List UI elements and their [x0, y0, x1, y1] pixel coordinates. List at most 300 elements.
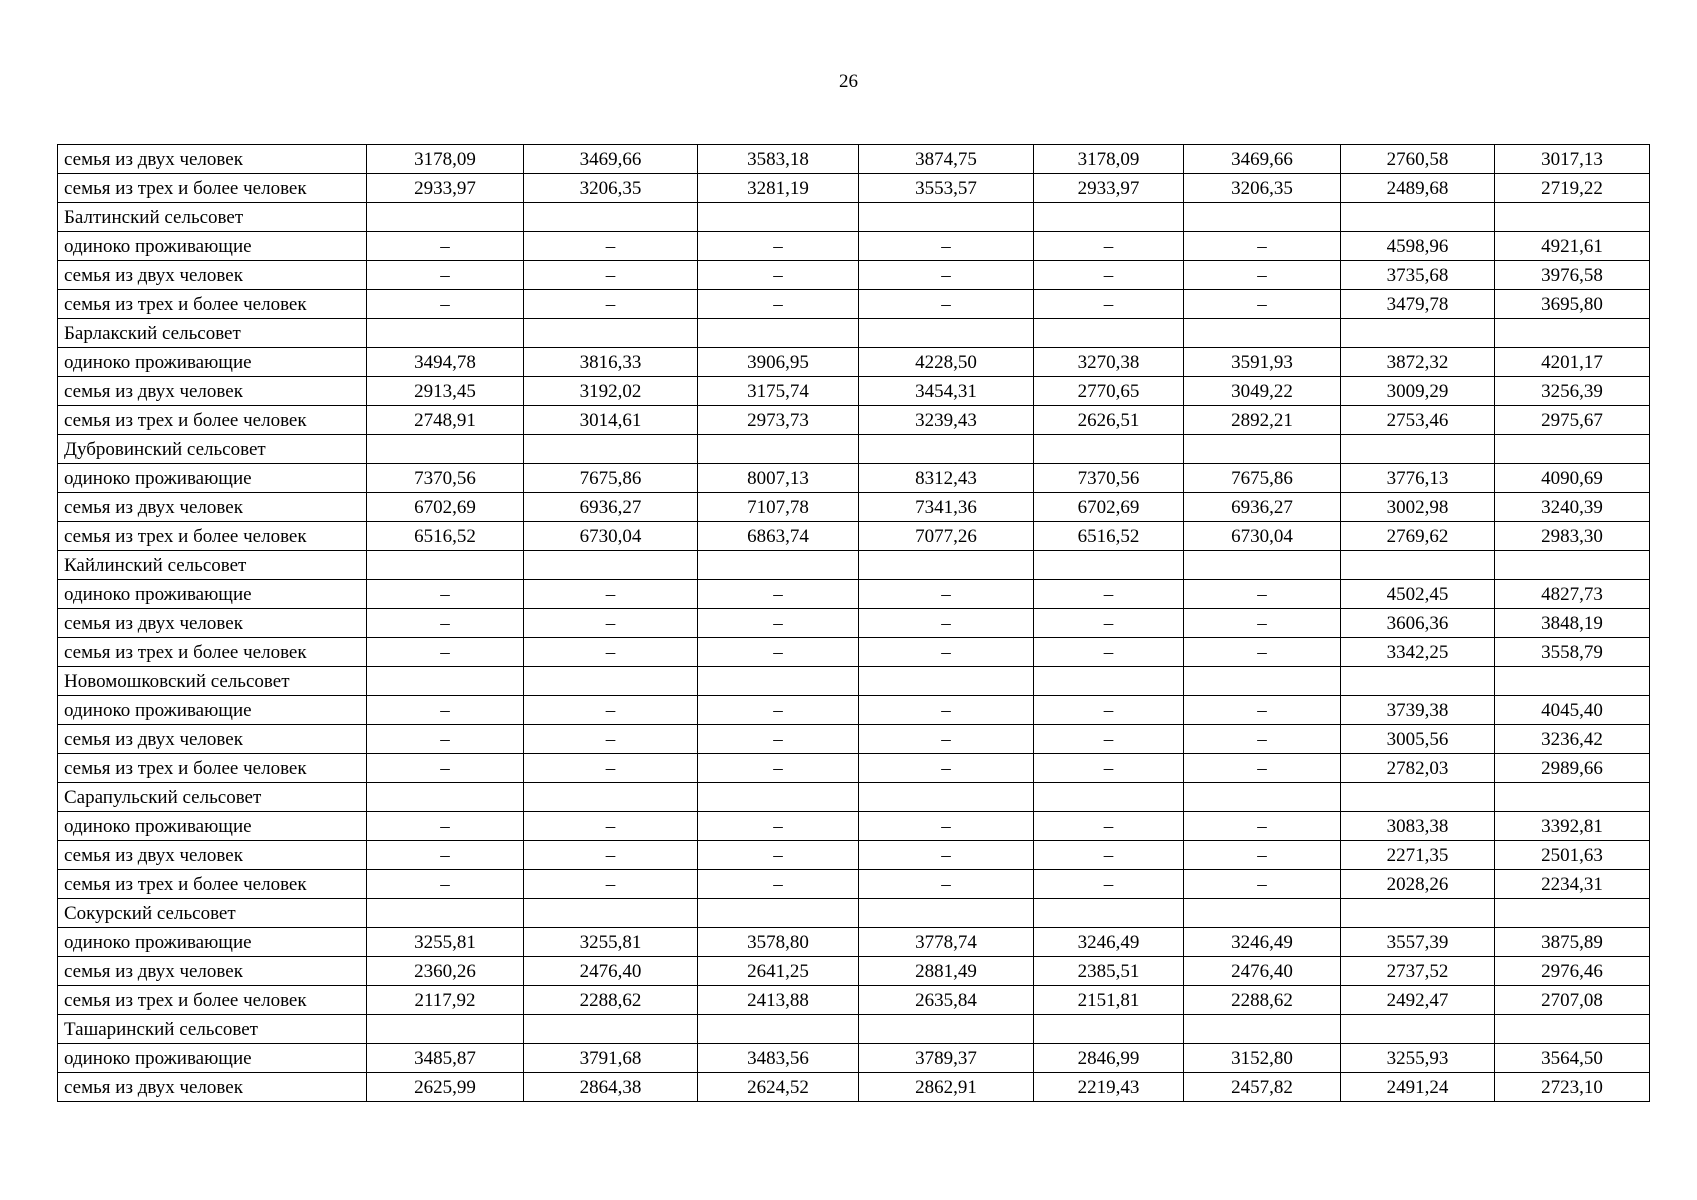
value-cell: 3735,68 — [1341, 261, 1495, 290]
value-cell: – — [698, 812, 859, 841]
value-cell: – — [859, 696, 1034, 725]
value-cell: – — [1184, 232, 1341, 261]
value-cell: – — [1184, 261, 1341, 290]
value-cell: 3469,66 — [1184, 145, 1341, 174]
table-row — [58, 406, 1650, 435]
value-cell — [1184, 435, 1341, 464]
value-cell: 3014,61 — [524, 406, 698, 435]
row-label: одиноко проживающие — [58, 928, 367, 957]
row-label: одиноко проживающие — [58, 696, 367, 725]
table-row — [58, 145, 1650, 174]
value-cell: 3002,98 — [1341, 493, 1495, 522]
value-cell: – — [698, 638, 859, 667]
row-label: одиноко проживающие — [58, 232, 367, 261]
table-row — [58, 609, 1650, 638]
table-row — [58, 493, 1650, 522]
value-cell: 3583,18 — [698, 145, 859, 174]
table-row — [58, 522, 1650, 551]
value-cell — [698, 319, 859, 348]
row-label: семья из трех и более человек — [58, 986, 367, 1015]
row-label: Дубровинский сельсовет — [58, 435, 367, 464]
value-cell: 6516,52 — [1034, 522, 1184, 551]
value-cell — [1495, 319, 1650, 348]
table-row — [58, 696, 1650, 725]
value-cell: – — [524, 638, 698, 667]
row-label: Сарапульский сельсовет — [58, 783, 367, 812]
value-cell: 6730,04 — [524, 522, 698, 551]
value-cell — [524, 667, 698, 696]
value-cell: – — [367, 870, 524, 899]
row-label: Балтинский сельсовет — [58, 203, 367, 232]
value-cell: – — [524, 232, 698, 261]
table-row — [58, 348, 1650, 377]
value-cell: – — [524, 812, 698, 841]
value-cell: – — [1034, 841, 1184, 870]
value-cell — [1341, 203, 1495, 232]
value-cell: 3485,87 — [367, 1044, 524, 1073]
value-cell: 2028,26 — [1341, 870, 1495, 899]
value-cell — [367, 667, 524, 696]
row-label: семья из двух человек — [58, 377, 367, 406]
value-cell: 2626,51 — [1034, 406, 1184, 435]
value-cell — [1341, 667, 1495, 696]
table-row — [58, 783, 1650, 812]
row-label: Новомошковский сельсовет — [58, 667, 367, 696]
value-cell: 2760,58 — [1341, 145, 1495, 174]
value-cell: – — [859, 580, 1034, 609]
value-cell — [1495, 1015, 1650, 1044]
value-cell: – — [1034, 580, 1184, 609]
value-cell: 2864,38 — [524, 1073, 698, 1102]
value-cell: 3872,32 — [1341, 348, 1495, 377]
row-label: Барлакский сельсовет — [58, 319, 367, 348]
value-cell: – — [698, 609, 859, 638]
value-cell: – — [698, 870, 859, 899]
row-label: одиноко проживающие — [58, 348, 367, 377]
value-cell: – — [1184, 580, 1341, 609]
value-cell: – — [1184, 725, 1341, 754]
value-cell — [1184, 551, 1341, 580]
value-cell: – — [859, 841, 1034, 870]
value-cell: 7077,26 — [859, 522, 1034, 551]
value-cell: 3083,38 — [1341, 812, 1495, 841]
value-cell: 6863,74 — [698, 522, 859, 551]
value-cell — [1495, 899, 1650, 928]
value-cell — [367, 1015, 524, 1044]
value-cell: 3178,09 — [367, 145, 524, 174]
value-cell — [698, 899, 859, 928]
value-cell — [524, 783, 698, 812]
value-cell: 3392,81 — [1495, 812, 1650, 841]
row-label: семья из двух человек — [58, 1073, 367, 1102]
value-cell — [859, 783, 1034, 812]
value-cell — [524, 551, 698, 580]
page-number: 26 — [839, 71, 858, 92]
table-row — [58, 261, 1650, 290]
table-row — [58, 812, 1650, 841]
value-cell: – — [367, 638, 524, 667]
value-cell: 2476,40 — [1184, 957, 1341, 986]
value-cell: 4201,17 — [1495, 348, 1650, 377]
value-cell: 4827,73 — [1495, 580, 1650, 609]
table-row — [58, 638, 1650, 667]
value-cell: 2117,92 — [367, 986, 524, 1015]
value-cell — [1184, 1015, 1341, 1044]
value-cell: – — [1034, 261, 1184, 290]
row-label: одиноко проживающие — [58, 812, 367, 841]
value-cell — [1495, 551, 1650, 580]
value-cell: 2975,67 — [1495, 406, 1650, 435]
value-cell — [367, 319, 524, 348]
value-cell: 2973,73 — [698, 406, 859, 435]
value-cell: 2723,10 — [1495, 1073, 1650, 1102]
value-cell — [1495, 667, 1650, 696]
value-cell: 3152,80 — [1184, 1044, 1341, 1073]
value-cell: – — [1034, 812, 1184, 841]
value-cell — [1341, 783, 1495, 812]
table-row — [58, 1015, 1650, 1044]
value-cell — [524, 899, 698, 928]
value-cell: 8007,13 — [698, 464, 859, 493]
value-cell: 2881,49 — [859, 957, 1034, 986]
value-cell: – — [524, 290, 698, 319]
value-cell: 3789,37 — [859, 1044, 1034, 1073]
value-cell: 3281,19 — [698, 174, 859, 203]
value-cell: 4090,69 — [1495, 464, 1650, 493]
value-cell — [1184, 203, 1341, 232]
value-cell: – — [367, 290, 524, 319]
value-cell — [367, 435, 524, 464]
value-cell: – — [1184, 696, 1341, 725]
value-cell: 2501,63 — [1495, 841, 1650, 870]
value-cell: 3017,13 — [1495, 145, 1650, 174]
value-cell: 3454,31 — [859, 377, 1034, 406]
row-label: семья из трех и более человек — [58, 638, 367, 667]
value-cell — [1184, 899, 1341, 928]
table-row — [58, 928, 1650, 957]
value-cell: 3175,74 — [698, 377, 859, 406]
value-cell — [1034, 319, 1184, 348]
value-cell: 3874,75 — [859, 145, 1034, 174]
value-cell — [1184, 319, 1341, 348]
row-label: семья из трех и более человек — [58, 174, 367, 203]
value-cell: 3005,56 — [1341, 725, 1495, 754]
value-cell: 3239,43 — [859, 406, 1034, 435]
value-cell: – — [1184, 812, 1341, 841]
row-label: семья из трех и более человек — [58, 406, 367, 435]
tariff-table — [57, 144, 1650, 1102]
value-cell: 4228,50 — [859, 348, 1034, 377]
value-cell: – — [1184, 290, 1341, 319]
value-cell — [1184, 783, 1341, 812]
row-label: Сокурский сельсовет — [58, 899, 367, 928]
table-row — [58, 841, 1650, 870]
value-cell: 3739,38 — [1341, 696, 1495, 725]
value-cell: 3606,36 — [1341, 609, 1495, 638]
value-cell: 7107,78 — [698, 493, 859, 522]
value-cell: 3553,57 — [859, 174, 1034, 203]
value-cell: – — [367, 725, 524, 754]
value-cell: – — [1034, 638, 1184, 667]
value-cell — [1341, 319, 1495, 348]
value-cell — [1495, 435, 1650, 464]
value-cell — [1034, 899, 1184, 928]
value-cell: 3469,66 — [524, 145, 698, 174]
table-row — [58, 899, 1650, 928]
value-cell: – — [698, 754, 859, 783]
value-cell — [859, 1015, 1034, 1044]
value-cell — [859, 667, 1034, 696]
value-cell — [1341, 1015, 1495, 1044]
value-cell: – — [524, 609, 698, 638]
table-row — [58, 290, 1650, 319]
value-cell: 2983,30 — [1495, 522, 1650, 551]
value-cell — [1495, 203, 1650, 232]
value-cell: 2892,21 — [1184, 406, 1341, 435]
value-cell — [1341, 899, 1495, 928]
value-cell: – — [1034, 290, 1184, 319]
value-cell: 2719,22 — [1495, 174, 1650, 203]
value-cell: 2769,62 — [1341, 522, 1495, 551]
value-cell: 3255,81 — [367, 928, 524, 957]
value-cell: 3564,50 — [1495, 1044, 1650, 1073]
value-cell — [1341, 435, 1495, 464]
value-cell: – — [1184, 754, 1341, 783]
value-cell — [1184, 667, 1341, 696]
value-cell: – — [1184, 609, 1341, 638]
value-cell: – — [698, 725, 859, 754]
value-cell: 2846,99 — [1034, 1044, 1184, 1073]
table-row — [58, 319, 1650, 348]
table-row — [58, 435, 1650, 464]
value-cell: 6936,27 — [1184, 493, 1341, 522]
value-cell: 7370,56 — [1034, 464, 1184, 493]
row-label: семья из двух человек — [58, 609, 367, 638]
value-cell: 6730,04 — [1184, 522, 1341, 551]
value-cell: 3778,74 — [859, 928, 1034, 957]
value-cell: 6936,27 — [524, 493, 698, 522]
value-cell — [1034, 203, 1184, 232]
table-row — [58, 667, 1650, 696]
value-cell: 6702,69 — [1034, 493, 1184, 522]
value-cell: – — [1034, 232, 1184, 261]
value-cell: – — [698, 261, 859, 290]
value-cell: – — [367, 812, 524, 841]
value-cell — [367, 551, 524, 580]
value-cell: 2862,91 — [859, 1073, 1034, 1102]
value-cell — [367, 203, 524, 232]
value-cell: 4502,45 — [1341, 580, 1495, 609]
value-cell: – — [698, 841, 859, 870]
value-cell: 2413,88 — [698, 986, 859, 1015]
value-cell: 2234,31 — [1495, 870, 1650, 899]
value-cell: 2457,82 — [1184, 1073, 1341, 1102]
row-label: одиноко проживающие — [58, 580, 367, 609]
value-cell: – — [698, 290, 859, 319]
table-row — [58, 986, 1650, 1015]
value-cell: 3591,93 — [1184, 348, 1341, 377]
row-label: Ташаринский сельсовет — [58, 1015, 367, 1044]
value-cell: 3009,29 — [1341, 377, 1495, 406]
row-label: семья из трех и более человек — [58, 870, 367, 899]
value-cell: 3816,33 — [524, 348, 698, 377]
value-cell — [1034, 783, 1184, 812]
value-cell — [859, 319, 1034, 348]
value-cell: 3236,42 — [1495, 725, 1650, 754]
value-cell: – — [859, 812, 1034, 841]
table-row — [58, 551, 1650, 580]
value-cell: – — [367, 696, 524, 725]
value-cell: 3791,68 — [524, 1044, 698, 1073]
value-cell: 3558,79 — [1495, 638, 1650, 667]
value-cell: 2770,65 — [1034, 377, 1184, 406]
value-cell: 3049,22 — [1184, 377, 1341, 406]
value-cell: 3192,02 — [524, 377, 698, 406]
value-cell: 3246,49 — [1184, 928, 1341, 957]
value-cell: – — [698, 696, 859, 725]
value-cell: – — [859, 232, 1034, 261]
value-cell: – — [1034, 696, 1184, 725]
value-cell: – — [698, 232, 859, 261]
value-cell: 2491,24 — [1341, 1073, 1495, 1102]
value-cell: 3270,38 — [1034, 348, 1184, 377]
value-cell — [1034, 435, 1184, 464]
row-label: семья из двух человек — [58, 725, 367, 754]
value-cell: – — [859, 754, 1034, 783]
value-cell: – — [367, 841, 524, 870]
row-label: семья из двух человек — [58, 841, 367, 870]
row-label: Кайлинский сельсовет — [58, 551, 367, 580]
value-cell: 3342,25 — [1341, 638, 1495, 667]
value-cell: – — [859, 725, 1034, 754]
value-cell — [698, 551, 859, 580]
table-row — [58, 870, 1650, 899]
value-cell: 3483,56 — [698, 1044, 859, 1073]
value-cell: 2989,66 — [1495, 754, 1650, 783]
value-cell: – — [524, 841, 698, 870]
value-cell: – — [1034, 754, 1184, 783]
value-cell: 3906,95 — [698, 348, 859, 377]
value-cell: – — [524, 696, 698, 725]
value-cell: 2976,46 — [1495, 957, 1650, 986]
value-cell: 7675,86 — [1184, 464, 1341, 493]
value-cell: 2933,97 — [367, 174, 524, 203]
table-body — [58, 145, 1650, 1102]
value-cell: 4598,96 — [1341, 232, 1495, 261]
value-cell: – — [524, 261, 698, 290]
value-cell: 2385,51 — [1034, 957, 1184, 986]
table-row — [58, 1044, 1650, 1073]
row-label: семья из двух человек — [58, 493, 367, 522]
row-label: семья из двух человек — [58, 261, 367, 290]
value-cell: – — [698, 580, 859, 609]
value-cell: 3240,39 — [1495, 493, 1650, 522]
value-cell: 6516,52 — [367, 522, 524, 551]
value-cell: 3178,09 — [1034, 145, 1184, 174]
table-row — [58, 754, 1650, 783]
value-cell: – — [367, 232, 524, 261]
value-cell: 2492,47 — [1341, 986, 1495, 1015]
value-cell: 2753,46 — [1341, 406, 1495, 435]
value-cell: 4045,40 — [1495, 696, 1650, 725]
table-row — [58, 174, 1650, 203]
value-cell: – — [1184, 638, 1341, 667]
value-cell: 2489,68 — [1341, 174, 1495, 203]
value-cell: – — [1034, 609, 1184, 638]
value-cell: 3255,93 — [1341, 1044, 1495, 1073]
value-cell: – — [859, 290, 1034, 319]
value-cell — [698, 1015, 859, 1044]
value-cell: 2271,35 — [1341, 841, 1495, 870]
value-cell — [367, 899, 524, 928]
value-cell — [698, 435, 859, 464]
value-cell: – — [524, 870, 698, 899]
value-cell: 2913,45 — [367, 377, 524, 406]
value-cell: – — [859, 870, 1034, 899]
value-cell: – — [859, 638, 1034, 667]
value-cell: 2635,84 — [859, 986, 1034, 1015]
value-cell: 3206,35 — [524, 174, 698, 203]
value-cell: 2476,40 — [524, 957, 698, 986]
value-cell: – — [524, 725, 698, 754]
value-cell — [698, 203, 859, 232]
value-cell — [524, 319, 698, 348]
value-cell — [859, 899, 1034, 928]
value-cell: 7341,36 — [859, 493, 1034, 522]
table-row — [58, 464, 1650, 493]
value-cell — [859, 203, 1034, 232]
value-cell: 7370,56 — [367, 464, 524, 493]
value-cell: 3848,19 — [1495, 609, 1650, 638]
table-row — [58, 957, 1650, 986]
row-label: одиноко проживающие — [58, 1044, 367, 1073]
value-cell: 3578,80 — [698, 928, 859, 957]
table-row — [58, 725, 1650, 754]
value-cell — [1034, 1015, 1184, 1044]
value-cell: – — [1184, 841, 1341, 870]
table-row — [58, 232, 1650, 261]
value-cell — [524, 435, 698, 464]
value-cell — [859, 551, 1034, 580]
value-cell: 3494,78 — [367, 348, 524, 377]
value-cell: 2151,81 — [1034, 986, 1184, 1015]
value-cell: 2707,08 — [1495, 986, 1650, 1015]
value-cell — [1034, 551, 1184, 580]
value-cell: 3206,35 — [1184, 174, 1341, 203]
value-cell: – — [524, 754, 698, 783]
row-label: семья из двух человек — [58, 957, 367, 986]
value-cell: – — [859, 261, 1034, 290]
value-cell: 3255,81 — [524, 928, 698, 957]
value-cell: 3976,58 — [1495, 261, 1650, 290]
value-cell: – — [1034, 725, 1184, 754]
table-row — [58, 203, 1650, 232]
value-cell: – — [367, 609, 524, 638]
value-cell: 2288,62 — [524, 986, 698, 1015]
value-cell: – — [524, 580, 698, 609]
value-cell: 2288,62 — [1184, 986, 1341, 1015]
value-cell: 2625,99 — [367, 1073, 524, 1102]
value-cell: – — [859, 609, 1034, 638]
value-cell: 3875,89 — [1495, 928, 1650, 957]
value-cell — [1034, 667, 1184, 696]
value-cell — [859, 435, 1034, 464]
value-cell — [1495, 783, 1650, 812]
row-label: семья из трех и более человек — [58, 754, 367, 783]
value-cell: 3246,49 — [1034, 928, 1184, 957]
value-cell: 3256,39 — [1495, 377, 1650, 406]
value-cell: 2641,25 — [698, 957, 859, 986]
